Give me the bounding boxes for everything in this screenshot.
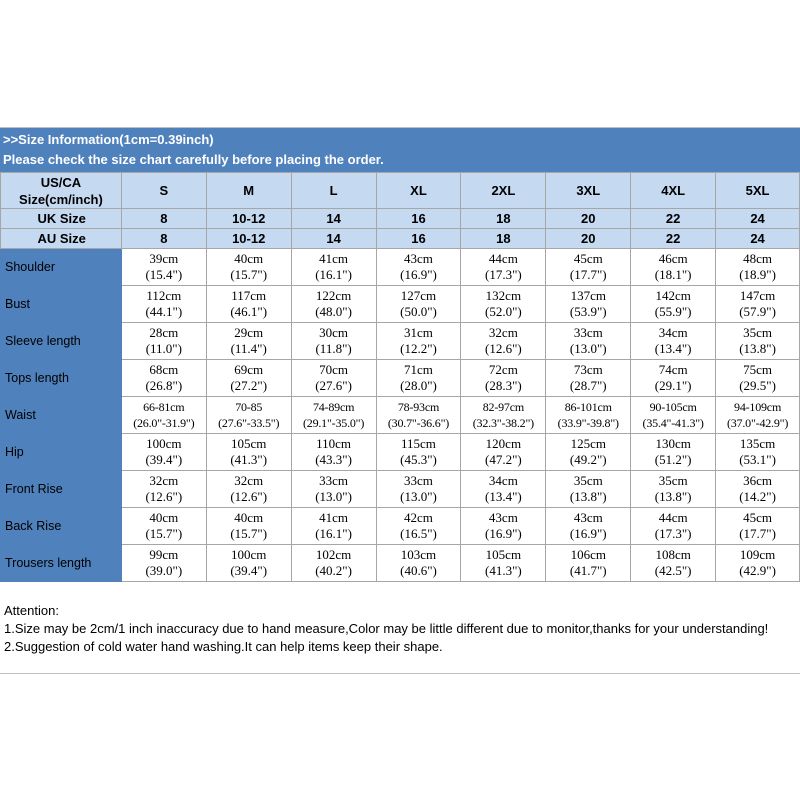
value-inch: (15.7") [230, 526, 268, 541]
value-inch: (47.2") [485, 452, 522, 467]
value-inch: (12.6") [230, 489, 268, 504]
measurement-cell [376, 434, 461, 471]
value-inch: (41.3") [485, 563, 522, 578]
value-inch: (26.0"-31.9") [133, 416, 195, 430]
notes-title: Attention: [4, 603, 59, 618]
value-inch: (16.9") [485, 526, 522, 541]
value-cm: 147cm [739, 288, 776, 303]
value-inch: (27.6") [315, 378, 352, 393]
us-size-cell: 4XL [631, 173, 716, 209]
measurement-cell [121, 360, 206, 397]
attention-notes [4, 602, 768, 656]
value-inch: (13.8") [739, 341, 776, 356]
uk-size-cell: 24 [716, 209, 800, 229]
measurement-cell [716, 360, 800, 397]
value-inch: (13.8") [569, 489, 607, 504]
value-inch: (18.9") [739, 267, 776, 282]
us-size-cell: L [291, 173, 376, 209]
measurement-cell [461, 471, 546, 508]
value-inch: (16.9") [400, 267, 437, 282]
value-cm: 74cm [658, 362, 688, 377]
value-inch: (32.3"-38.2") [472, 416, 534, 430]
au-size-cell: 10-12 [206, 229, 291, 249]
measurement-cell [546, 545, 631, 582]
us-size-cell: 3XL [546, 173, 631, 209]
value-cm: 68cm [149, 362, 179, 377]
value-cm: 29cm [234, 325, 264, 340]
measurement-row [1, 286, 800, 323]
measurement-row [1, 323, 800, 360]
value-inch: (39.4") [145, 452, 183, 467]
measurement-cell [121, 434, 206, 471]
value-inch: (13.0") [400, 489, 437, 504]
value-inch: (16.9") [569, 526, 607, 541]
value-inch: (13.0") [315, 489, 352, 504]
measurement-cell [631, 471, 716, 508]
au-size-label: AU Size [1, 229, 122, 249]
measurement-cell [461, 545, 546, 582]
measurement-cell [376, 286, 461, 323]
value-inch: (17.7") [739, 526, 776, 541]
value-cm: 117cm [231, 288, 267, 303]
value-cm: 40cm [234, 251, 264, 266]
value-cm: 135cm [739, 436, 776, 451]
measurement-cell [291, 323, 376, 360]
value-inch: (52.0") [485, 304, 522, 319]
measurement-cell [206, 545, 291, 582]
uk-size-cell: 22 [631, 209, 716, 229]
uk-size-cell: 16 [376, 209, 461, 229]
au-size-row [1, 229, 800, 249]
value-inch: (11.8") [315, 341, 352, 356]
measurement-row [1, 471, 800, 508]
measurement-cell [206, 360, 291, 397]
notes-line-1: 1.Size may be 2cm/1 inch inaccuracy due to hand measure,Color may be little different due to monitor,thanks for your understanding! [4, 621, 769, 636]
value-cm: 142cm [655, 288, 691, 303]
value-inch: (39.0") [145, 563, 183, 578]
us-size-label-line1: US/CA [40, 174, 82, 190]
value-cm: 34cm [658, 325, 688, 340]
measurement-cell [546, 323, 631, 360]
measurement-cell [716, 434, 800, 471]
measurement-cell [546, 471, 631, 508]
measurement-cell [461, 286, 546, 323]
value-inch: (13.8") [654, 489, 692, 504]
measurement-cell [121, 249, 206, 286]
value-inch: (28.3") [485, 378, 522, 393]
value-inch: (45.3") [400, 452, 437, 467]
au-size-cell: 24 [716, 229, 800, 249]
value-inch: (57.9") [739, 304, 776, 319]
value-cm: 82-97cm [482, 400, 524, 414]
measurement-cell [461, 434, 546, 471]
value-cm: 42cm [404, 510, 433, 525]
value-inch: (14.2") [739, 489, 776, 504]
value-cm: 36cm [743, 473, 772, 488]
value-cm: 40cm [149, 510, 179, 525]
value-inch: (16.5") [400, 526, 437, 541]
value-cm: 86-101cm [564, 400, 612, 414]
measurement-cell [546, 286, 631, 323]
measurement-cell [121, 471, 206, 508]
measurement-cell [546, 508, 631, 545]
value-cm: 132cm [485, 288, 522, 303]
value-cm: 78-93cm [397, 400, 440, 414]
value-inch: (27.2") [230, 378, 268, 393]
value-inch: (42.5") [654, 563, 692, 578]
measurement-row [1, 434, 800, 471]
value-cm: 35cm [658, 473, 688, 488]
measurement-cell [631, 434, 716, 471]
measurement-cell [631, 323, 716, 360]
value-inch: (28.0") [400, 378, 437, 393]
measurement-cell [376, 508, 461, 545]
value-inch: (15.4") [145, 267, 183, 282]
measurement-cell [121, 286, 206, 323]
measurement-cell [291, 286, 376, 323]
size-table [0, 172, 800, 582]
value-cm: 109cm [739, 547, 776, 562]
value-cm: 73cm [573, 362, 603, 377]
value-inch: (29.1") [654, 378, 692, 393]
value-cm: 70-85 [235, 400, 263, 414]
measurement-label: Waist [1, 397, 122, 434]
measurement-label: Sleeve length [1, 323, 122, 360]
value-cm: 66-81cm [143, 400, 185, 414]
value-inch: (51.2") [654, 452, 692, 467]
measurement-cell [291, 545, 376, 582]
measurement-cell [631, 286, 716, 323]
measurement-cell [121, 397, 206, 434]
value-cm: 108cm [655, 547, 691, 562]
value-cm: 41cm [319, 251, 349, 266]
measurement-cell [291, 360, 376, 397]
value-cm: 137cm [570, 288, 606, 303]
au-size-cell: 18 [461, 229, 546, 249]
value-cm: 48cm [743, 251, 772, 266]
value-inch: (41.3") [230, 452, 268, 467]
value-inch: (53.9") [569, 304, 607, 319]
measurement-row [1, 508, 800, 545]
value-inch: (55.9") [654, 304, 692, 319]
measurement-cell [121, 545, 206, 582]
au-size-cell: 16 [376, 229, 461, 249]
value-inch: (35.4"-41.3") [642, 416, 704, 430]
value-cm: 41cm [319, 510, 349, 525]
value-cm: 90-105cm [649, 400, 697, 414]
value-cm: 43cm [404, 251, 433, 266]
measurement-cell [631, 545, 716, 582]
value-cm: 35cm [573, 473, 603, 488]
value-cm: 72cm [488, 362, 518, 377]
value-inch: (53.1") [739, 452, 776, 467]
value-cm: 125cm [570, 436, 606, 451]
measurement-cell [376, 249, 461, 286]
value-cm: 43cm [488, 510, 518, 525]
measurement-cell [461, 249, 546, 286]
measurement-cell [206, 434, 291, 471]
measurement-label: Shoulder [1, 249, 122, 286]
value-inch: (30.7"-36.6") [387, 416, 450, 430]
value-inch: (17.7") [569, 267, 607, 282]
measurement-cell [206, 508, 291, 545]
value-inch: (37.0"-42.9") [726, 416, 789, 430]
value-inch: (13.4") [654, 341, 692, 356]
measurement-cell [291, 397, 376, 434]
value-inch: (13.4") [485, 489, 522, 504]
value-inch: (49.2") [569, 452, 607, 467]
notes-line-2: 2.Suggestion of cold water hand washing.It can help items keep their shape. [4, 639, 443, 654]
value-inch: (40.2") [315, 563, 352, 578]
value-cm: 74-89cm [312, 400, 355, 414]
au-size-cell: 20 [546, 229, 631, 249]
value-cm: 45cm [743, 510, 772, 525]
measurement-label: Tops length [1, 360, 122, 397]
measurement-cell [376, 397, 461, 434]
us-size-cell: 5XL [716, 173, 800, 209]
value-inch: (27.6"-33.5") [218, 416, 280, 430]
uk-size-row [1, 209, 800, 229]
value-cm: 70cm [319, 362, 349, 377]
measurement-cell [546, 360, 631, 397]
measurement-cell [546, 397, 631, 434]
value-inch: (11.0") [145, 341, 182, 356]
value-cm: 35cm [743, 325, 772, 340]
measurement-cell [376, 545, 461, 582]
value-inch: (16.1") [315, 267, 352, 282]
us-size-header-row [1, 173, 800, 209]
value-inch: (15.7") [145, 526, 183, 541]
size-chart-sheet [0, 127, 800, 674]
measurement-row [1, 360, 800, 397]
value-inch: (17.3") [485, 267, 522, 282]
measurement-cell [206, 471, 291, 508]
value-cm: 94-109cm [734, 400, 782, 414]
value-inch: (26.8") [145, 378, 183, 393]
measurement-label: Front Rise [1, 471, 122, 508]
measurement-cell [376, 360, 461, 397]
measurement-label: Back Rise [1, 508, 122, 545]
value-cm: 103cm [400, 547, 437, 562]
us-size-cell: 2XL [461, 173, 546, 209]
value-inch: (12.2") [400, 341, 437, 356]
value-inch: (12.6") [145, 489, 183, 504]
measurement-cell [206, 249, 291, 286]
value-cm: 115cm [401, 436, 436, 451]
value-cm: 44cm [488, 251, 518, 266]
measurement-cell [376, 323, 461, 360]
measurement-row [1, 545, 800, 582]
measurement-row [1, 397, 800, 434]
measurement-cell [461, 508, 546, 545]
au-size-cell: 14 [291, 229, 376, 249]
value-inch: (43.3") [315, 452, 352, 467]
measurement-cell [546, 249, 631, 286]
measurement-cell [631, 360, 716, 397]
measurement-cell [631, 397, 716, 434]
value-cm: 32cm [149, 473, 179, 488]
value-cm: 71cm [404, 362, 433, 377]
value-cm: 120cm [485, 436, 522, 451]
au-size-cell: 22 [631, 229, 716, 249]
banner-title: >>Size Information(1cm=0.39inch) [3, 132, 214, 147]
measurement-cell [631, 508, 716, 545]
value-cm: 31cm [404, 325, 433, 340]
value-cm: 99cm [149, 547, 179, 562]
measurement-label: Trousers length [1, 545, 122, 582]
value-inch: (15.7") [230, 267, 268, 282]
measurement-cell [716, 249, 800, 286]
value-inch: (28.7") [569, 378, 607, 393]
value-inch: (11.4") [230, 341, 267, 356]
value-cm: 44cm [658, 510, 688, 525]
value-cm: 40cm [234, 510, 264, 525]
uk-size-cell: 14 [291, 209, 376, 229]
measurement-label: Hip [1, 434, 122, 471]
value-inch: (50.0") [400, 304, 437, 319]
value-inch: (41.7") [569, 563, 607, 578]
value-inch: (48.0") [315, 304, 352, 319]
measurement-cell [121, 508, 206, 545]
value-cm: 105cm [485, 547, 522, 562]
value-cm: 105cm [231, 436, 267, 451]
measurement-cell [716, 508, 800, 545]
us-size-cell: M [206, 173, 291, 209]
measurement-cell [206, 397, 291, 434]
measurement-cell [716, 397, 800, 434]
measurement-row [1, 249, 800, 286]
value-cm: 102cm [315, 547, 352, 562]
measurement-cell [121, 323, 206, 360]
value-cm: 33cm [573, 325, 603, 340]
value-cm: 32cm [488, 325, 518, 340]
value-inch: (12.6") [485, 341, 522, 356]
measurement-cell [291, 508, 376, 545]
value-inch: (13.0") [569, 341, 607, 356]
value-cm: 122cm [315, 288, 352, 303]
uk-size-label: UK Size [1, 209, 122, 229]
measurement-cell [716, 286, 800, 323]
us-size-cell: S [121, 173, 206, 209]
value-cm: 127cm [400, 288, 437, 303]
value-cm: 46cm [658, 251, 688, 266]
measurement-cell [716, 323, 800, 360]
value-inch: (39.4") [230, 563, 268, 578]
value-cm: 100cm [146, 436, 182, 451]
measurement-cell [461, 360, 546, 397]
value-cm: 34cm [488, 473, 518, 488]
us-size-label-line2: Size(cm/inch) [19, 191, 103, 207]
au-size-cell: 8 [121, 229, 206, 249]
measurement-cell [206, 286, 291, 323]
value-inch: (17.3") [654, 526, 692, 541]
value-inch: (16.1") [315, 526, 352, 541]
value-cm: 69cm [234, 362, 264, 377]
value-cm: 100cm [231, 547, 267, 562]
value-cm: 33cm [319, 473, 349, 488]
measurement-cell [291, 249, 376, 286]
us-size-cell: XL [376, 173, 461, 209]
value-cm: 33cm [404, 473, 433, 488]
measurement-cell [291, 471, 376, 508]
measurement-cell [206, 323, 291, 360]
value-cm: 75cm [743, 362, 772, 377]
measurement-cell [461, 323, 546, 360]
value-cm: 43cm [573, 510, 603, 525]
measurement-cell [461, 397, 546, 434]
us-size-label [1, 173, 122, 209]
value-inch: (33.9"-39.8") [557, 416, 619, 430]
value-cm: 112cm [146, 288, 182, 303]
measurement-cell [631, 249, 716, 286]
measurement-cell [291, 434, 376, 471]
value-cm: 28cm [149, 325, 179, 340]
measurement-cell [716, 545, 800, 582]
measurement-cell [376, 471, 461, 508]
value-inch: (18.1") [654, 267, 692, 282]
value-inch: (40.6") [400, 563, 437, 578]
value-inch: (42.9") [739, 563, 776, 578]
value-inch: (29.5") [739, 378, 776, 393]
value-inch: (46.1") [230, 304, 268, 319]
uk-size-cell: 10-12 [206, 209, 291, 229]
value-cm: 130cm [655, 436, 691, 451]
size-info-banner [0, 128, 800, 172]
uk-size-cell: 20 [546, 209, 631, 229]
banner-subtitle: Please check the size chart carefully before placing the order. [3, 152, 384, 167]
value-inch: (29.1"-35.0") [302, 416, 365, 430]
value-cm: 110cm [316, 436, 352, 451]
measurement-cell [546, 434, 631, 471]
value-cm: 30cm [319, 325, 349, 340]
value-cm: 39cm [149, 251, 179, 266]
value-cm: 106cm [570, 547, 606, 562]
measurement-cell [716, 471, 800, 508]
value-cm: 32cm [234, 473, 264, 488]
value-inch: (44.1") [145, 304, 183, 319]
uk-size-cell: 18 [461, 209, 546, 229]
value-cm: 45cm [573, 251, 603, 266]
measurement-label: Bust [1, 286, 122, 323]
uk-size-cell: 8 [121, 209, 206, 229]
